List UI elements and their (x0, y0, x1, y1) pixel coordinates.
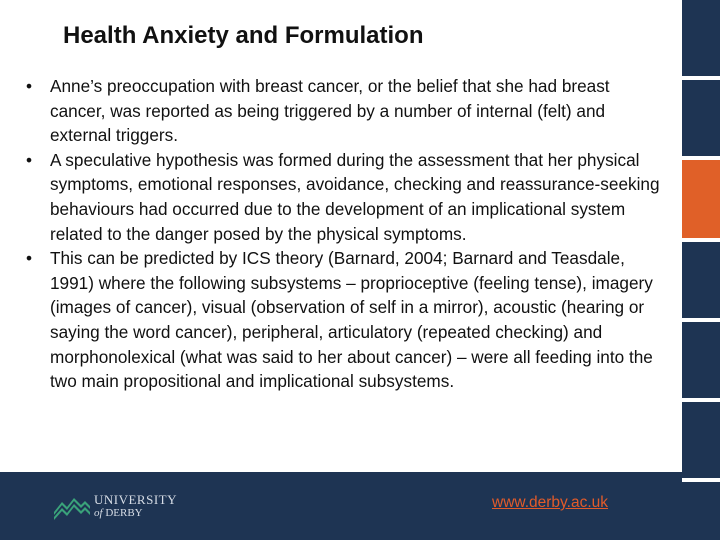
side-bar (682, 242, 720, 318)
side-bar-accent (682, 160, 720, 238)
footer-bar (0, 472, 682, 540)
logo-derby-word: DERBY (105, 507, 143, 519)
bullet-marker: • (26, 76, 33, 96)
bullet-item (26, 246, 666, 394)
bullet-item (26, 74, 666, 148)
bullet-text: This can be predicted by ICS theory (Barnard, 2004; Barnard and Teasdale, 1991) where the following subsystems – proprioceptive (feeling tense), imagery (images of cancer), visual (observation of self in a mirror), acoustic (hearing or saying the word cancer), peripheral, articulatory (repeated checking) and morphonolexical (what was said to her about cancer) – were all feeding into the two main propositional and implicational subsystems. (50, 248, 653, 392)
bullet-text: Anne’s preoccupation with breast cancer, or the belief that she had breast cancer, was reported as being triggered by a number of internal (felt) and external triggers. (50, 76, 610, 146)
logo-university-text: UNIVERSITY (94, 492, 177, 507)
side-bar (682, 482, 720, 540)
website-link[interactable]: www.derby.ac.uk (492, 494, 609, 511)
side-bar (682, 402, 720, 478)
logo-of-text: of (94, 507, 103, 519)
bullet-item (26, 148, 666, 246)
university-logo (54, 490, 194, 526)
side-bar (682, 0, 720, 76)
bullet-text: A speculative hypothesis was formed during the assessment that her physical symptoms, emotional responses, avoidance, checking and reassurance-seeking behaviours had occurred due to the development of an implicational system related to the danger posed by the physical symptoms. (50, 149, 660, 244)
bullet-list (26, 74, 666, 394)
side-bar (682, 80, 720, 156)
slide-title: Health Anxiety and Formulation (63, 22, 424, 49)
bullet-marker: • (26, 248, 33, 269)
side-bar (682, 322, 720, 398)
bullet-marker: • (26, 149, 33, 170)
logo-derby-text (94, 507, 143, 519)
mountains-icon (54, 490, 90, 520)
